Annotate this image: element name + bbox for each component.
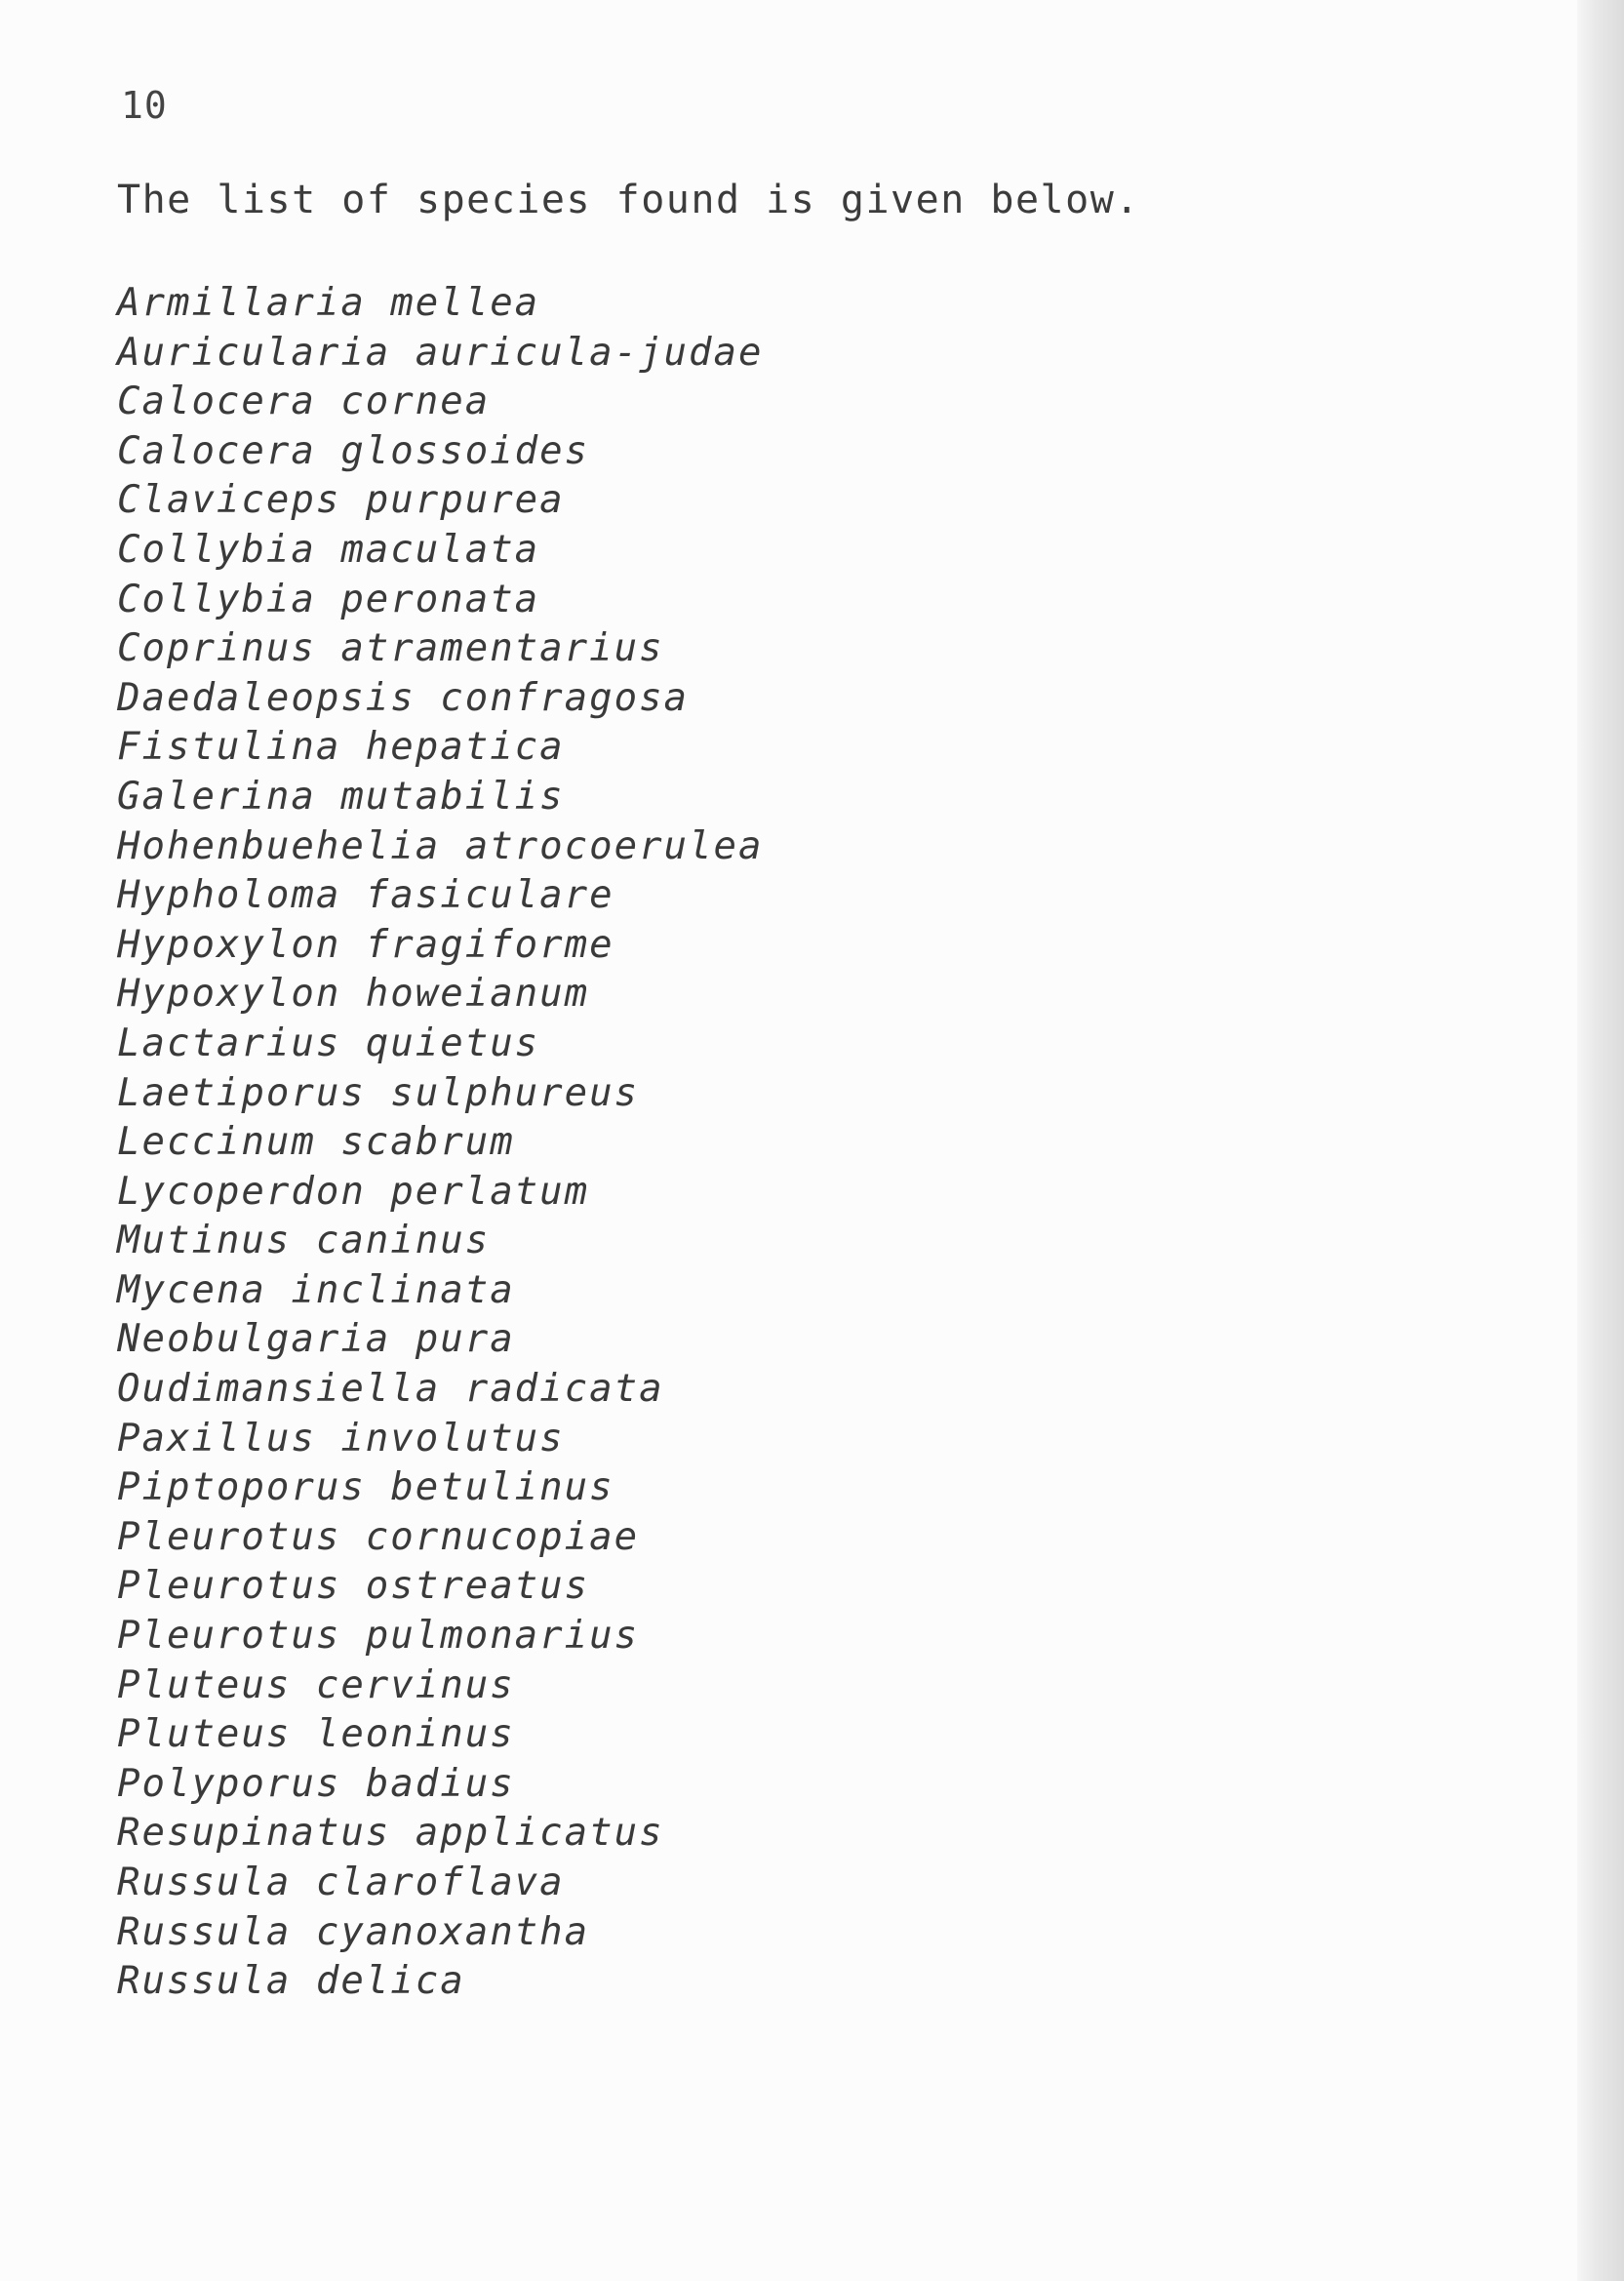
page-edge-shadow (1577, 0, 1624, 2281)
species-item: Fistulina hepatica (117, 725, 565, 770)
species-item: Resupinatus applicatus (117, 1811, 664, 1856)
species-item: Lactarius quietus (117, 1020, 540, 1065)
species-item: Mycena inclinata (117, 1267, 515, 1312)
species-item: Pleurotus ostreatus (117, 1564, 590, 1609)
species-item: Hohenbuehelia atrocoerulea (117, 823, 764, 868)
species-item: Hypholoma fasiculare (117, 873, 614, 918)
species-item: Oudimansiella radicata (117, 1367, 664, 1412)
species-item: Russula claroflava (117, 1861, 565, 1904)
species-item: Hypoxylon howeianum (117, 972, 590, 1017)
species-item: Piptoporus betulinus (117, 1465, 614, 1510)
species-item: Lycoperdon perlatum (117, 1169, 590, 1214)
species-item: Mutinus caninus (117, 1219, 491, 1263)
intro-sentence: The list of species found is given below. (117, 178, 1140, 222)
species-item: Pluteus cervinus (117, 1662, 515, 1707)
page-number: 10 (121, 84, 168, 127)
species-item: Coprinus atramentarius (117, 626, 664, 671)
species-item: Neobulgaria pura (117, 1317, 515, 1362)
species-item: Pluteus leoninus (117, 1712, 515, 1757)
species-item: Galerina mutabilis (117, 774, 565, 819)
species-item: Auricularia auricula-judae (117, 330, 764, 375)
species-item: Collybia peronata (117, 577, 540, 621)
species-item: Armillaria mellea (117, 281, 540, 325)
species-item: Russula cyanoxantha (117, 1909, 590, 1954)
species-item: Collybia maculata (117, 527, 540, 572)
species-item: Polyporus badius (117, 1761, 515, 1806)
species-item: Calocera glossoides (117, 428, 590, 473)
species-item: Leccinum scabrum (117, 1120, 515, 1165)
species-item: Russula delica (117, 1959, 465, 2004)
species-list (117, 279, 763, 2007)
species-item: Daedaleopsis confragosa (117, 675, 690, 720)
species-item: Claviceps purpurea (117, 478, 565, 523)
species-item: Calocera cornea (117, 380, 491, 424)
species-item: Paxillus involutus (117, 1416, 565, 1461)
species-item: Pleurotus cornucopiae (117, 1514, 640, 1559)
species-item: Laetiporus sulphureus (117, 1070, 640, 1115)
species-item: Pleurotus pulmonarius (117, 1614, 640, 1659)
species-item: Hypoxylon fragiforme (117, 922, 614, 967)
